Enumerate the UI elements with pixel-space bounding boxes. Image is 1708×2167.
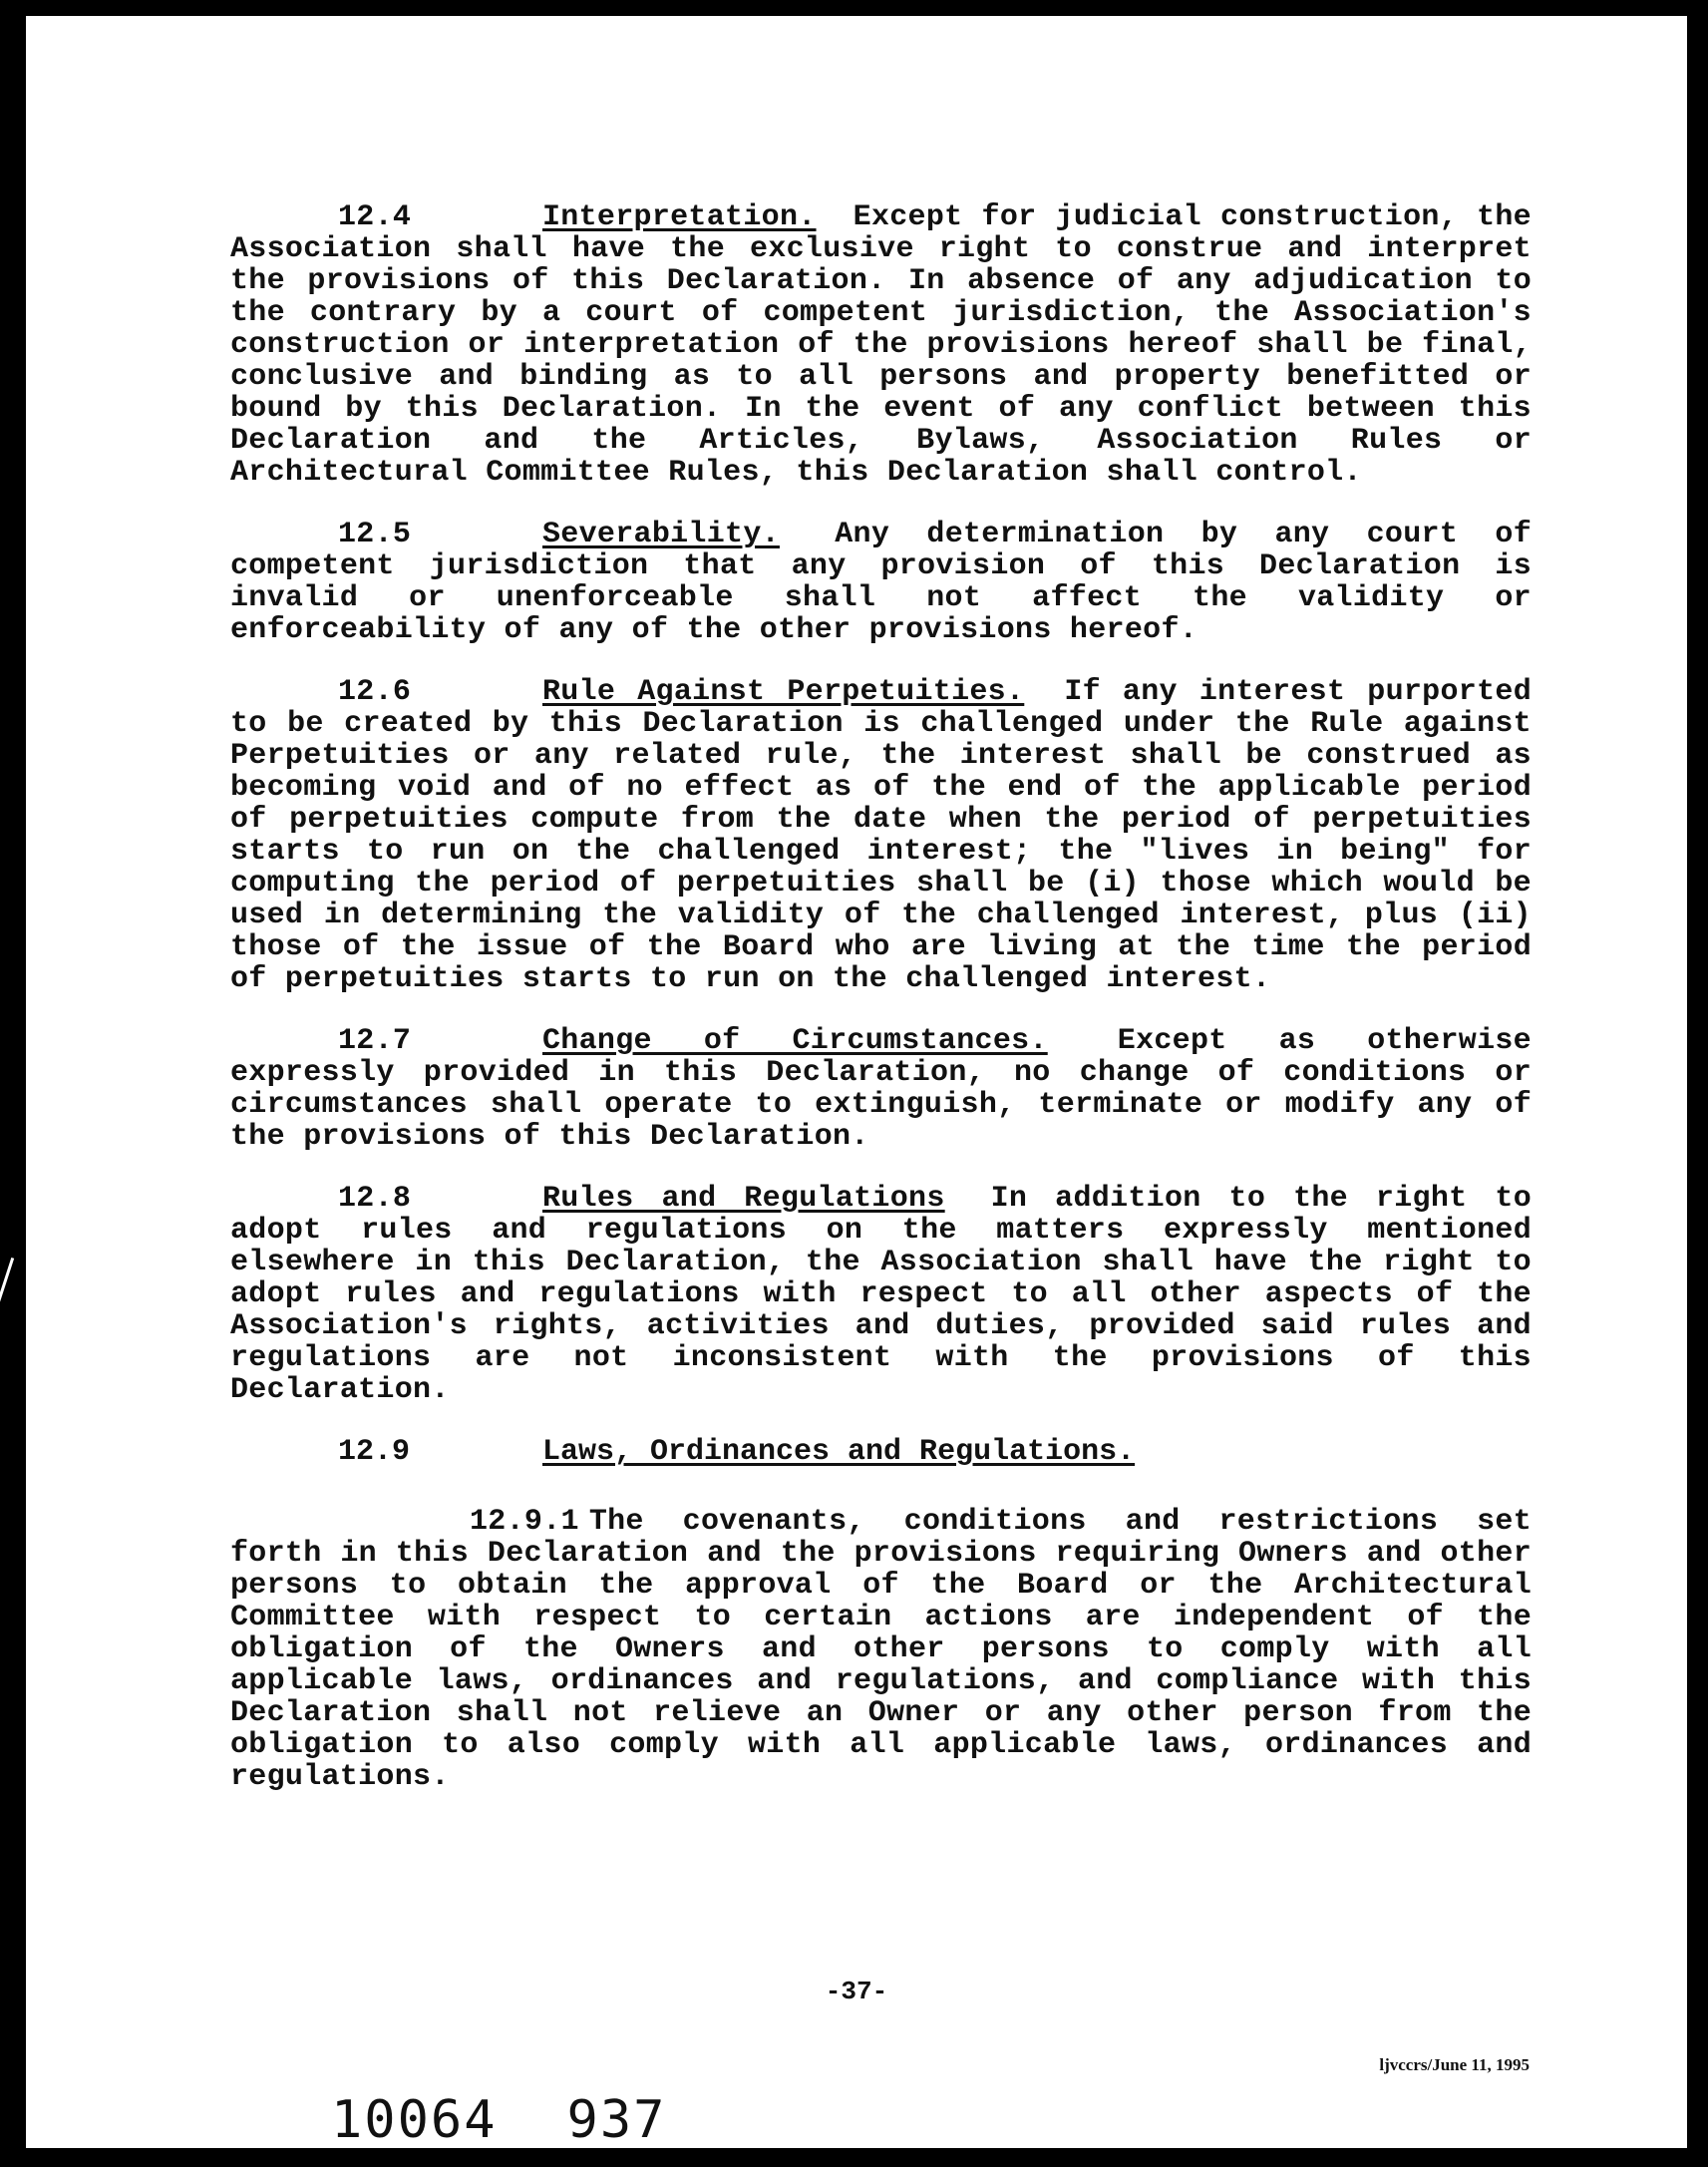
section-title: Severability.: [542, 518, 780, 551]
section-text: Except for judicial construction, the Association shall have the exclusive right to construe and interpret the provisions of this Declaration. In absence of any adjudication to the contrary by a court of competent jurisdiction, the Association's construction or interpretation of the provisions hereof shall be final, conclusive and binding as to all persons and property benefitted or bound by this Declaration. In the event of any conflict between this Declaration and the Articles, Bylaws, Association Rules or Architectural Committee Rules, this Declaration shall control.: [230, 200, 1532, 490]
section-text: Except as otherwise expressly provided in this Declaration, no change of conditions or circumstances shall operate to extinguish, terminate or modify any of the provisions of this Declaration.: [230, 1024, 1532, 1154]
section-12-9-1: [230, 1506, 1532, 1793]
section-number: 12.7: [338, 1024, 412, 1058]
stamp-book-number: 10064: [331, 2090, 498, 2150]
section-12-4: [230, 201, 1532, 489]
scan-mark: [0, 1258, 14, 1315]
document-reference: ljvccrs/June 11, 1995: [1379, 2055, 1530, 2074]
page-number: -37-: [825, 1977, 888, 2006]
section-number: 12.9: [338, 1435, 411, 1469]
section-number: 12.4: [338, 200, 412, 234]
section-12-6: [230, 676, 1532, 995]
section-title: Interpretation.: [542, 200, 817, 234]
document-page: [26, 16, 1687, 2148]
section-12-9-heading: [230, 1436, 1532, 1468]
subsection-number: 12.9.1: [470, 1505, 579, 1539]
section-12-7: [230, 1025, 1532, 1153]
section-title: Rule Against Perpetuities.: [542, 675, 1025, 709]
stamp-page-number: 937: [566, 2090, 667, 2150]
section-text: If any interest purported to be created by this Declaration is challenged under the Rule against Perpetuities or any related rule, the interest shall be construed as becoming void and of no effect as of the end of the applicable period of perpetuities compute from the date when the period of perpetuities starts to run on the challenged interest; the "lives in being" for computing the period of perpetuities shall be (i) those which would be used in determining the validity of the challenged interest, plus (ii) those of the issue of the Board who are living at the time the period of perpetuities starts to run on the challenged interest.: [230, 675, 1532, 996]
section-title: Change of Circumstances.: [542, 1024, 1048, 1058]
section-title: Laws, Ordinances and Regulations.: [542, 1435, 1136, 1469]
section-number: 12.6: [338, 675, 412, 709]
section-12-5: [230, 519, 1532, 646]
section-title: Rules and Regulations: [542, 1182, 945, 1216]
section-number: 12.5: [338, 518, 412, 551]
section-number: 12.8: [338, 1182, 412, 1216]
subsection-text: The covenants, conditions and restrictions set forth in this Declaration and the provisions requiring Owners and other persons to obtain the approval of the Board or the Architectural Committee with respect to certain actions are independent of the obligation of the Owners and other persons to comply with all applicable laws, ordinances and regulations, and compliance with this Declaration shall not relieve an Owner or any other person from the obligation to also comply with all applicable laws, ordinances and regulations.: [230, 1505, 1532, 1794]
section-12-8: [230, 1183, 1532, 1406]
section-text: In addition to the right to adopt rules and regulations on the matters expressly mentioned elsewhere in this Declaration, the Association shall have the right to adopt rules and regulations with respect to all other aspects of the Association's rights, activities and duties, provided said rules and regulations are not inconsistent with the provisions of this Declaration.: [230, 1182, 1532, 1407]
section-text: Any determination by any court of competent jurisdiction that any provision of this Declaration is invalid or unenforceable shall not affect the validity or enforceability of any of the other provisions hereof.: [230, 518, 1532, 647]
recording-stamp: [331, 2090, 736, 2150]
document-body: [230, 201, 1532, 1823]
